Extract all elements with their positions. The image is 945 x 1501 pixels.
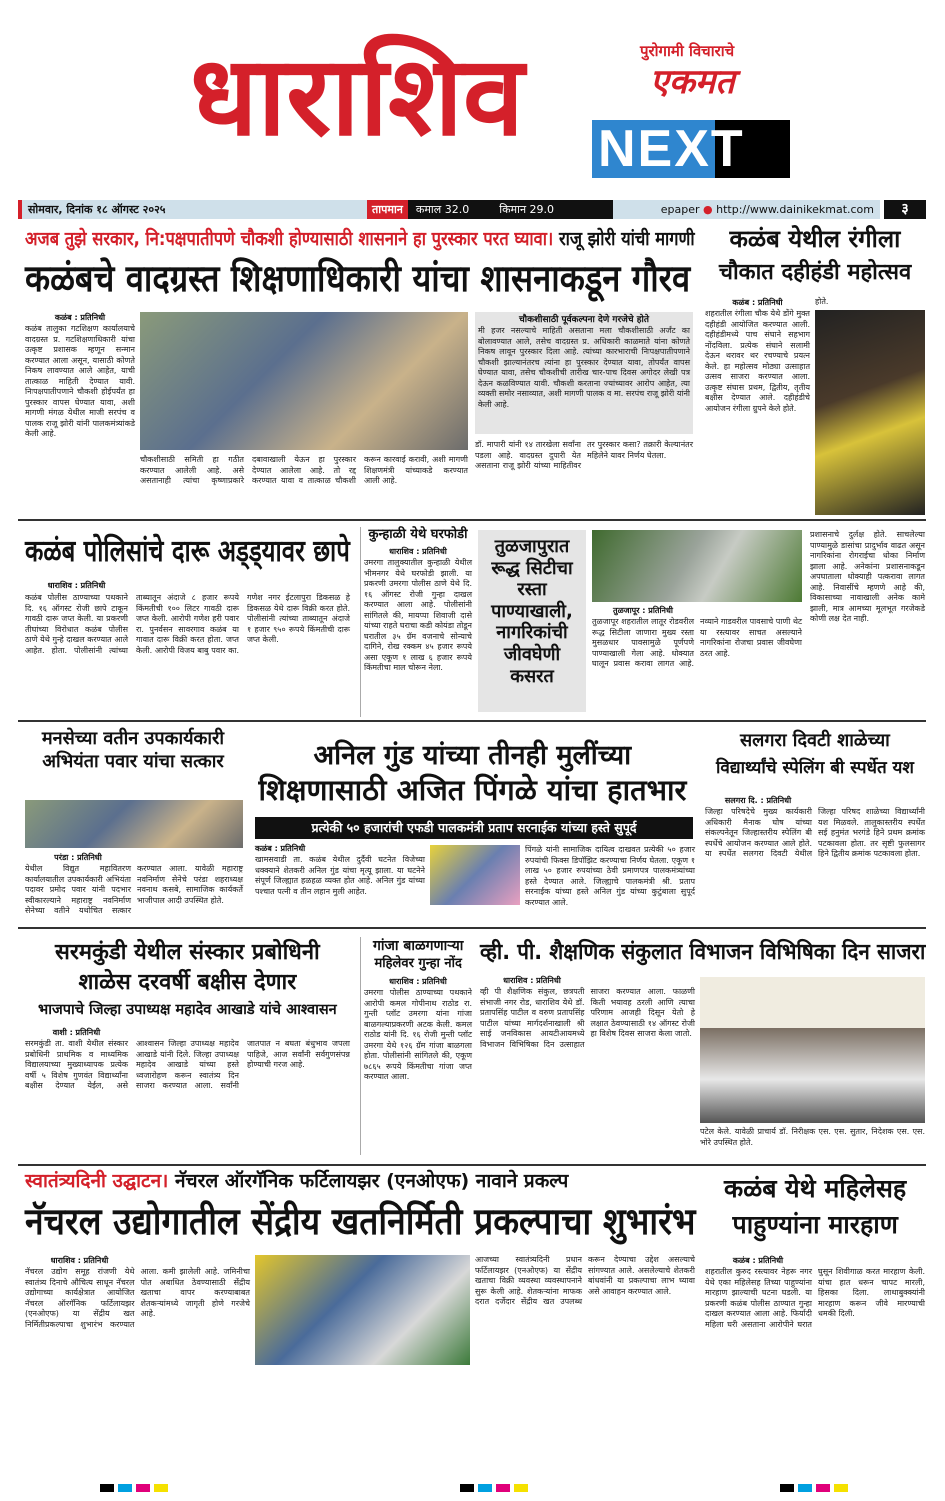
article-body: नॅचरल उद्योग समूह रांजणी येथे स्वातंत्र्य दिनाचे औचित्य साधून नॅचरल उद्योगाच्या कार्यक्षेत्रात आयोजित नॅचरल ऑरगॅनिक फर्टिलायझर (एनओएफ) या सेंद्रीय खत निर्मितीप्रकल्पाचा शुभारंभ करण्यात आला. कमी झालेली आहे. जमिनीचा पोत अबाधित ठेवण्यासाठी सेंद्रीय खताचा वापर करण्याबाबत शेतकऱ्यांमध्ये जागृती होणे गरजेचे आहे.	[25, 1267, 250, 1329]
byline: धाराशिव : प्रतिनिधी	[389, 977, 447, 986]
byline: कळंब : प्रतिनिधी	[732, 298, 783, 307]
s5-headline: नॅचरल उद्योगातील सेंद्रीय खतनिर्मिती प्रकल्पाचा शुभारंभ	[25, 1200, 696, 1243]
article-body: उमरगा तालुक्यातील कुन्हाळी येथील भीमनगर येथे घरफोडी झाली. या प्रकरणी उमरगा पोलीस ठाणे येथे दि. १६ ऑगस्ट रोजी गुन्हा दाखल करण्यात आला आहे. पोलीसांनी सांगितले की, मायप्पा शिवाजी दासे यांच्या राहते घराचा कडी कोयंडा तोडून घरातील ३५ ग्रॅम वजनाचे सोन्याचे दागिने, रोख रक्कम ४५ हजार रूपये असा एकूण १ लाख ६ हजार रूपये किंमतीचा माल चोरून नेला.	[364, 558, 472, 672]
s2t-photo-flood	[592, 530, 802, 602]
article-body: कळंब पोलीस ठाण्याच्या पथकाने दि. १६ ऑगस्ट रोजी छापे टाकून गावठी दारू जप्त केली. या प्रकरणी तीघांच्या विरोधात कळंब पोलीस ठाणे येथे गुन्हे दाखल करण्यात आले आहेत. होता. पोलीसांनी त्यांच्या ताब्यातून अंदाजे ८ हजार रूपये किंमतीची १०० लिटर गावठी दारू जप्त केली. आरोपी गणेश हरी पवार रा. पुनर्वसन सावरगाव कळंब या गावात दारू विक्री करत होता. जप्त केली. आरोपी विजय बाबु पवार का. गणेश नगर ईटलापुरा डिकसळ हे डिकसळ येथे दारू विक्री करत होते. पोलीसांनी त्यांच्या ताब्यातून अंदाजे १ हजार ९५० रूपये किंमतीची दारू जप्त केली.	[25, 593, 350, 655]
s2t-box-headline: तुळजापुरात रूद्ध सिटीचा रस्ता पाण्याखाली, नागरिकांची जीवघेणी कसरत	[478, 530, 586, 712]
s1r-headline-line1: कळंब येथील रंगीला	[729, 225, 901, 253]
divider	[18, 519, 926, 521]
s3c-subheading: प्रत्येकी ५० हजारांची एफडी पालकमंत्री प्रताप सरनाईक यांच्या हस्ते सुपूर्द	[311, 820, 637, 835]
byline: धाराशिव : प्रतिनिधी	[503, 976, 561, 985]
sidebox-body: मी हजर नसल्याचे माहिती असताना मला चौकशीसाठी अर्जंट का बोलावण्यात आले, तसेच वादग्रस्त प्र. अधिकारी काळमाते यांना कोणते निकष लावून पुरस्कार दिला आहे. त्यांच्या कारभाराची निःपक्षपातीपणाने चौकशी झाल्यानंतरच त्यांना हा पुरस्कार देण्यात यावा, तोपर्यंत वापस घेण्यात यावा, तसेच चौकशीची तारीख चार-पाच दिवस अगोदर लेखी पत्र देऊन कळविण्यात यावी. चौकशी करताना ज्यांच्यावर आरोप आहेत, त्या व्यक्ती समोर नसाव्यात, अशी मागणी पालक व मा. सरपंच राजू झोरी यांनी केली आहे.	[478, 326, 690, 409]
date: सोमवार, दिनांक १८ ऑगस्ट २०२५	[28, 203, 166, 216]
byline: कळंब : प्रतिनिधी	[255, 844, 306, 853]
s1-headline: कळंबचे वादग्रस्त शिक्षणाधिकारी यांचा शासनाकडून गौरव	[25, 257, 691, 300]
s1-kicker	[25, 229, 695, 251]
s3l-photo-felicitation	[25, 800, 243, 848]
article-body: खामसवाडी ता. कळंब येथील दुर्दैवी घटनेत विजेच्या धक्क्याने शेतकरी अनिल गुंड यांचा मृत्यू झाला. या घटनेने संपूर्ण जिल्ह्यात हळहळ व्यक्त होत आहे. अनिल गुंड यांच्या पश्चात पत्नी व तीन लहान मुली आहेत.	[255, 855, 425, 896]
article-body: आजच्या स्वातंत्र्यदिनी प्रधान फर्टिलायझर (एनओएफ) या सेंद्रीय खताचा विक्री व्यवस्था व्यवस्थापनाने सुरू केली आहे. शेतकऱ्यांना माफक दरात दर्जेदार सेंद्रीय खत उपलब्ध करून देण्याचा उद्देश असल्याचे सांगण्यात आले. असलेल्याचे शेतकरी बांधवांनी या प्रकल्पाचा लाभ घ्यावा असे आवाहन करण्यात आले.	[475, 1255, 695, 1306]
article-body: उमरगा पोलीस ठाण्याच्या पथकाने आरोपी कमल गोपीनाथ राठोड रा. गुन्ती प्लॉट उमरगा यांना गांजा बाळगल्याप्रकरणी अटक केली. कमल राठोड यांनी दि. १६ रोजी मुन्ती प्लॉट उमरगा येथे १२६ ग्रॅम गांजा बाळगला होता. पोलीसांनी सांगितले की, एकूण ७८६५ रूपये किंमतीचा गांजा जप्त करण्यात आला.	[364, 988, 472, 1081]
color-mark-black	[460, 1484, 474, 1492]
article-body: सरमकुंडी ता. वाशी येथील संस्कार प्रबोधिनी प्राथमिक व माध्यमिक विद्यालयाच्या मुख्याध्यापक प्रत्येक वर्षी ५ विशेष गुणवंत विद्यार्थ्यांना बक्षीस देण्यात येईल, असे आश्वासन जिल्हा उपाध्यक्ष महादेव आखाडे यांनी दिले. जिल्हा उपाध्यक्ष महादेव आखाडे यांच्या हस्ते ध्वजारोहण करून स्वातंत्र्य दिन साजरा करण्यात आला. सर्वांनी जातपात न बघता बंधुभाव जपला पाहिजे, आज सर्वांनी सर्वगुणसंपन्न होण्याची गरज आहे.	[25, 1039, 350, 1090]
color-mark-yellow	[834, 1484, 848, 1492]
kicker-black: राजू झोरी यांची मागणी	[558, 228, 695, 250]
s4l-subheadline: भाजपाचे जिल्हा उपाध्यक्ष महादेव आखाडे यांचे आश्वासन	[38, 1002, 337, 1018]
byline: सलगरा दि. : प्रतिनिधी	[724, 796, 792, 805]
article-body: येथील विद्युत महावितरण कार्यालयातील उपकार्यकारी अभियंता पदावर प्रमोद पवार यांनी पदभार स्वीकारल्याने महाराष्ट्र नवनिर्माण सेनेच्या वतीने यथोचित सत्कार करण्यात आला. यावेळी महाराष्ट्र नवनिर्माण सेनेचे परंडा शहराध्यक्ष नवनाथ कसबे, सामाजिक कार्यकर्ते भाजीपाल आदी उपस्थित होते.	[25, 864, 243, 915]
s3c-photo	[430, 845, 520, 905]
byline: वाशी : प्रतिनिधी	[52, 1028, 101, 1037]
color-mark-magenta	[816, 1484, 830, 1492]
divider	[18, 1164, 926, 1166]
s4g-headline-line2: महिलेवर गुन्हा नोंद	[374, 956, 462, 971]
s2-headline: कळंब पोलिसांचे दारू अड्ड्यावर छापे	[25, 534, 350, 569]
divider	[18, 927, 926, 929]
s4v-photo-classroom	[700, 977, 925, 1123]
color-mark-magenta	[136, 1484, 150, 1492]
color-mark-black	[100, 1484, 114, 1492]
article-body: कळंब तालुका गटशिक्षण कार्यालयाचे वादग्रस्त प्र. गटशिक्षणाधिकारी यांचा उत्कृष्ट प्रशासक म्हणून सन्मान करण्यात आला असून, यासाठी कोणते निकष लावण्यात आले आहेत, याची तात्काळ माहिती देण्यात यावी. निःपक्षपातीपणाने चौकशी होईपर्यंत हा पुरस्कार वापस घेण्यात यावा, अशी मागणी मंगळ येथील माजी सरपंच व पालक राजू झोरी यांनी पालकमंत्र्यांकडे केली आहे.	[25, 324, 135, 438]
kicker-black: नॅचरल ऑरगॅनिक फर्टिलायझर (एनओएफ) नावाने प्रकल्प	[174, 1170, 569, 1192]
s3r-headline-line1: सलगरा दिवटी शाळेच्या	[740, 730, 890, 751]
color-mark-yellow	[514, 1484, 528, 1492]
s3c-headline-line2: शिक्षणासाठी अजित पिंगळे यांचा हातभार	[258, 773, 687, 807]
article-body: पिंगळे यांनी सामाजिक दायित्व दाखवत प्रत्येकी ५० हजार रुपयांची फिक्स डिपॉझिट करण्याचा निर्णय घेतला. एकूण १ लाख ५० हजार रुपयांच्या ठेवी प्रमाणपत्र पालकमंत्र्यांच्या हस्ते देण्यात आले. जिल्ह्याचे पालकमंत्री श्री. प्रताप सरनाईक यांच्या हस्ते अनिल गुंड यांच्या कुटुंबाला सुपूर्द करण्यात आले.	[525, 845, 695, 907]
s3r-headline-line2: विद्यार्थ्यांचे स्पेलिंग बी स्पर्धेत यश	[716, 758, 914, 778]
globe-icon: ●	[703, 203, 713, 216]
article-body: जिल्हा परिषदेचे मुख्य कार्यकारी अधिकारी मैनाक घोष यांच्या संकल्पनेतून जिल्हास्तरीय स्पेलिंग बी स्पर्धेचे आयोजन करण्यात आले होते. या स्पर्धेत सलगरा दिवटी येथील जिल्हा परिषद शाळेच्या विद्यार्थ्यांनी यश मिळवले. तालुकास्तरीय स्पर्धेत सई हनुमंत भरगंडे हिने प्रथम क्रमांक पटकावला होता. तर सृष्टी फुलसागर हिने द्वितीय क्रमांक पटकावला होता.	[705, 807, 925, 858]
byline: धाराशिव : प्रतिनिधी	[389, 547, 447, 556]
epaper-link[interactable]	[661, 203, 880, 216]
article-body: शहरातील कुरुद रस्त्यावर नेहरू नगर येथे एका महिलेसह तिच्या पाहुण्यांना मारहाण झाल्याची घटना घडली. या प्रकरणी कळंब पोलीस ठाण्यात गुन्हा दाखल करण्यात आला आहे. फिर्यादी महिला घरी असताना आरोपीने घरात घुसून शिवीगाळ करत मारहाण केली. यांचा हात धरून चापट मारली, हिसका दिला. लाथाबुक्क्यांनी मारहाण करून जीवे मारण्याची धमकी दिली.	[705, 1267, 925, 1329]
s1r-headline-line2: चौकात दहीहंडी महोत्सव	[719, 260, 912, 285]
divider	[18, 720, 926, 722]
page-number: ३	[884, 200, 926, 219]
article-body: प्रशासनाचे दुर्लक्ष होते. साचलेल्या पाण्यामुळे डासांचा प्रादुर्भाव वाढत असून नागरिकांना रोगराईचा धोका निर्माण झाला आहे. अनेकांना प्रशासनाकडून अपघाताला धोक्याही पत्करावा लागत आहे. निवासींचे म्हणणे आहे की, विकासाच्या नावाखाली अनेक कामे झाली, मात्र आमच्या मूलभूत गरजेकडे कोणी लक्ष देत नाही.	[810, 530, 925, 623]
article-body: व्ही पी शैक्षणिक संकुल, छत्रपती संभाजी नगर रोड, धाराशिव येथे डॉ. प्रतापसिंह पाटील व वरुण प्रतापसिंह पाटील यांच्या मार्गदर्शनाखाली श्री साई जनविकास आयटीआयमध्ये विभाजन विभिषिका दिन उत्साहात साजरा करण्यात आला. फाळणी किती भयावह ठरली आणि त्याचा परिणाम आजही दिसून येतो हे लक्षात ठेवण्यासाठी १४ ऑगस्ट रोजी हा विशेष दिवस साजरा केला जातो.	[480, 987, 695, 1049]
s5r-headline-line2: पाहुण्यांना मारहाण	[732, 1210, 898, 1239]
brand-logo: एकमत	[650, 62, 735, 102]
s1-photo-award	[140, 312, 468, 450]
byline: तुळजापूर : प्रतिनिधी	[613, 606, 673, 615]
s2k-headline: कुन्हाळी येथे घरफोडी	[368, 527, 468, 542]
tagline: पुरोगामी विचाराचे	[640, 42, 735, 60]
temp-min: किमान 29.0	[499, 203, 555, 216]
color-mark-cyan	[478, 1484, 492, 1492]
article-body: चौकशीसाठी समिती हा गठीत करण्यात आलेली आहे. असे असतानाही त्यांचा कृष्णाप्रकारे दबावाखाली येऊन हा पुरस्कार देण्यात आलेला आहे. तो रद्द करण्यात यावा व तात्काळ चौकशी करून कारवाई करावी, अशी मागणी शिक्षणमंत्री यांच्याकडे करण्यात आली आहे.	[140, 455, 468, 485]
color-mark-black	[780, 1484, 794, 1492]
byline: कळंब : प्रतिनिधी	[54, 313, 106, 322]
byline: परंडा : प्रतिनिधी	[54, 853, 102, 862]
epaper-label: epaper	[660, 203, 700, 216]
masthead-logo: धाराशिव	[190, 32, 525, 160]
s4l-headline-line1: सरमकुंडी येथील संस्कार प्रबोधिनी	[55, 940, 320, 965]
s3l-headline: मनसेच्या वतीन उपकार्यकारी अभियंता पवार यांचा सत्कार	[41, 728, 225, 772]
photo-caption: पटेल केले. यावेळी प्राचार्य डॉ. निरीक्षक एस. एस. सुतार, निदेशक एस. एस. भोरे उपस्थित होते.	[700, 1127, 925, 1147]
article-body: डॉ. मापारी यांनी १४ तारखेला सर्वांना पडला आहे. वादग्रस्त दुपारी येत असताना राजू झोरी यांच्या माहितीवर तर पुरस्कार कसा? तक्रारी केल्यानंतर महिलेने यावर निर्णय घेतला.	[475, 440, 693, 470]
temp-max: कमाल 32.0	[415, 203, 470, 216]
byline: धाराशिव : प्रतिनिधी	[50, 1256, 109, 1265]
byline: धाराशिव : प्रतिनिधी	[47, 581, 106, 590]
s4l-headline-line2: शाळेस दरवर्षी बक्षीस देणार	[78, 970, 297, 995]
color-mark-yellow	[154, 1484, 168, 1492]
s5r-headline-line1: कळंब येथे महिलेसह	[724, 1174, 907, 1203]
color-mark-cyan	[118, 1484, 132, 1492]
next-logo: NEXT	[592, 120, 790, 178]
byline: कळंब : प्रतिनिधी	[732, 1256, 784, 1265]
color-mark-cyan	[798, 1484, 812, 1492]
website-url[interactable]: http://www.dainikekmat.com	[716, 203, 874, 216]
temperature-label: तापमान	[367, 200, 408, 219]
article-body: शहरातील रंगीला चौक येथे डोंगे मुक्त दहीहंडी आयोजित करण्यात आली. दहीहंडीमध्ये पाच संघाने सहभाग नोंदविला. प्रत्येक संघाने सलामी देऊन थरावर थर रचण्याचे प्रयत्न केले. हा महोत्सव मोठ्या उत्साहात उत्सव साजरा करण्यात आला. उत्कृष्ट संघास प्रथम, द्वितीय, तृतीय बक्षीस देण्यात आले. दहीहंडीचे आयोजन रंगीला ग्रुपने केले होते.	[705, 309, 810, 413]
kicker-red: स्वातंत्र्यदिनी उद्घाटन।	[25, 1170, 169, 1192]
article-tail: होते.	[815, 297, 829, 306]
s1-sidebox	[475, 312, 693, 434]
sidebox-title: चौकशीसाठी पूर्वकल्पना देणे गरजेचे होते	[519, 315, 649, 325]
color-mark-magenta	[496, 1484, 510, 1492]
s5-kicker	[25, 1171, 568, 1193]
article-body: तुळजापूर शहरातील लातूर रोडवरील रूद्ध सिटीला जाणारा मुख्य रस्ता मुसळधार पावसामुळे पूर्णपणे पाण्याखाली गेला आहे. धोक्यात घालून प्रवास करावा लागत आहे. नव्याने गाडवरील पावसाचे पाणी थेट या रस्त्यावर साचत असल्याने नागरिकांना रोजचा प्रवास जीवघेणा ठरत आहे.	[592, 617, 802, 668]
s4v-headline: व्ही. पी. शैक्षणिक संकुलात विभाजन विभिषिका दिन साजरा	[480, 940, 926, 965]
kicker-red: अजब तुझे सरकार, नि:पक्षपातीपणे चौकशी होण्यासाठी शासनाने हा पुरस्कार परत घ्यावा।	[25, 228, 554, 250]
s3c-headline-line1: अनिल गुंड यांच्या तीनही मुलींच्या	[313, 740, 632, 771]
date-bar	[18, 200, 880, 219]
s4g-headline-line1: गांजा बाळगणाऱ्या	[373, 938, 464, 954]
temperature-values	[408, 200, 613, 219]
s1r-photo-dahihandi	[815, 310, 925, 515]
s5-photo-inauguration	[255, 1255, 470, 1365]
